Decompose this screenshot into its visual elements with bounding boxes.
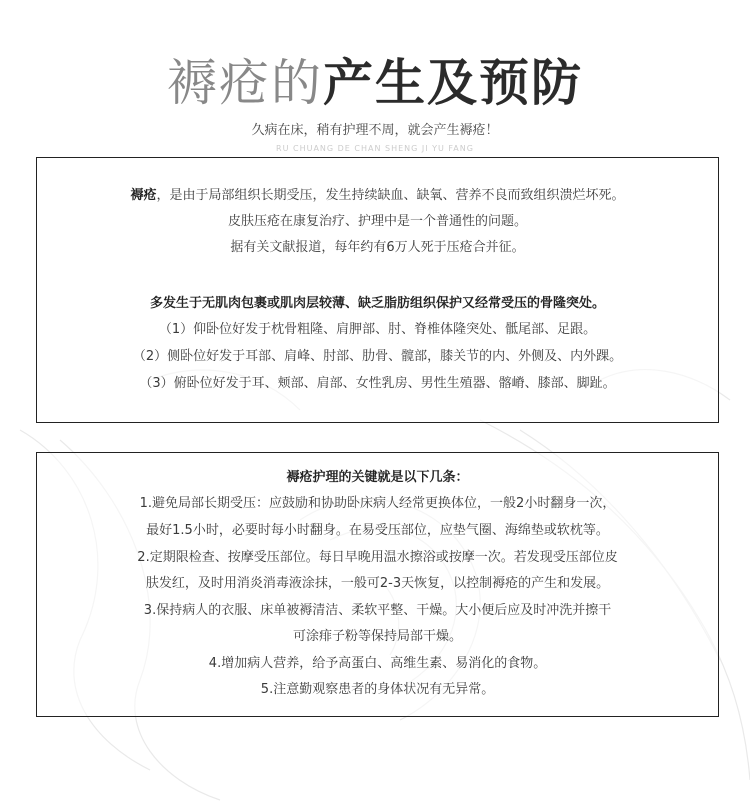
care-line-7: 4.增加病人营养，给予高蛋白、高维生素、易消化的食物。	[208, 656, 547, 671]
pinyin-caption: RU CHUANG DE CHAN SHENG JI YU FANG	[276, 144, 474, 153]
care-line-4: 肤发红，及时用消炎消毒液涂抹，一般可2-3天恢复，以控制褥疮的产生和发展。	[145, 576, 610, 591]
intro-heading: 多发生于无肌肉包裹或肌肉层较薄、缺乏脂肪组织保护又经常受压的骨隆突处。	[149, 296, 605, 311]
intro-definition-line	[37, 186, 718, 206]
care-line-8: 5.注意勤观察患者的身体状况有无异常。	[260, 682, 495, 697]
page-subtitle: 久病在床，稍有护理不周，就会产生褥疮！	[251, 123, 499, 138]
title-bold-part: 产生及预防	[323, 54, 583, 112]
intro-item-2: （2）侧卧位好发于耳部、肩峰、肘部、肋骨、髋部，膝关节的内、外侧及、内外踝。	[132, 349, 623, 364]
title-light-part: 褥疮的	[167, 54, 323, 112]
care-line-1: 1.避免局部长期受压：应鼓励和协助卧床病人经常更换体位，一般2小时翻身一次，	[139, 496, 616, 511]
care-line-6: 可涂痱子粉等保持局部干燥。	[292, 629, 462, 644]
intro-item-3: （3）俯卧位好发于耳、颊部、肩部、女性乳房、男性生殖器、髂嵴、膝部、脚趾。	[139, 376, 616, 391]
care-line-3: 2.定期限检查、按摩受压部位。每日早晚用温水擦浴或按摩一次。若发现受压部位皮	[137, 550, 618, 565]
intro-item-1: （1）仰卧位好发于枕骨粗隆、肩胛部、肘、脊椎体隆突处、骶尾部、足跟。	[158, 322, 597, 337]
intro-definition-text: ，是由于局部组织长期受压，发生持续缺血、缺氧、营养不良而致组织溃烂坏死。	[156, 188, 625, 203]
intro-line-3: 据有关文献报道，每年约有6万人死于压疮合并征。	[230, 240, 525, 255]
intro-term: 褥疮	[130, 188, 157, 203]
intro-box	[36, 157, 719, 423]
care-line-2: 最好1.5小时，必要时每小时翻身。在易受压部位，应垫气圈、海绵垫或软枕等。	[146, 523, 609, 538]
care-heading: 褥疮护理的关键就是以下几条：	[286, 470, 469, 485]
care-box	[36, 452, 719, 717]
care-line-5: 3.保持病人的衣服、床单被褥清洁、柔软平整、干燥。大小便后应及时冲洗并擦干	[143, 603, 612, 618]
page-title	[0, 48, 750, 118]
intro-line-2: 皮肤压疮在康复治疗、护理中是一个普通性的问题。	[227, 214, 527, 229]
